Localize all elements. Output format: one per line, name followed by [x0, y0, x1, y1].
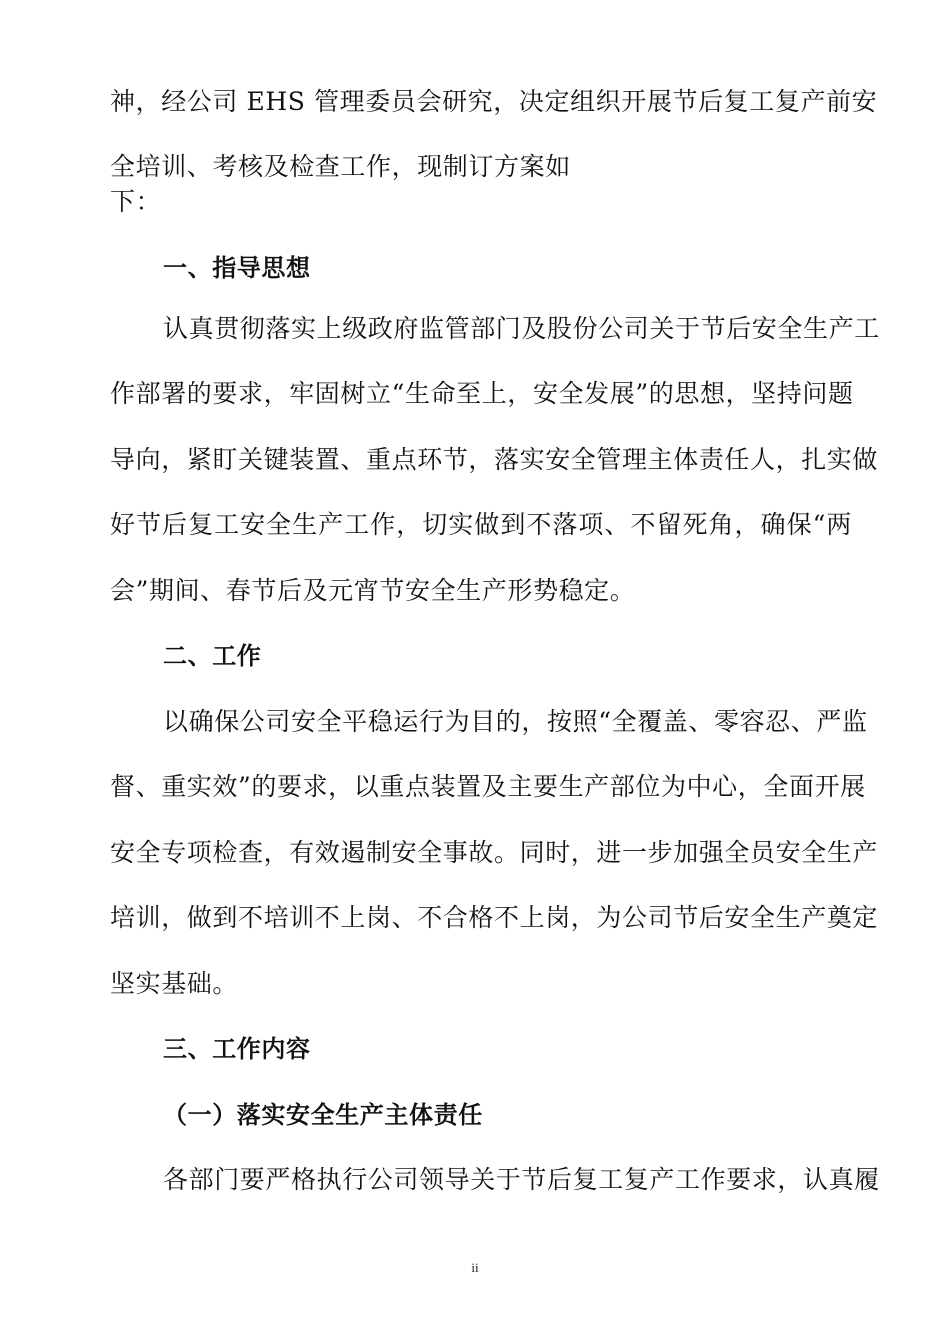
intro-line-1: 神，经公司 EHS 管理委员会研究，决定组织开展节后复工复产前安: [110, 87, 878, 116]
section-heading-work-content: 三、工作内容: [163, 1035, 311, 1063]
section-heading-work: 二、工作: [163, 642, 262, 670]
paragraph-line: 督、重实效”的要求，以重点装置及主要生产部位为中心，全面开展: [110, 772, 866, 801]
paragraph-line: 以确保公司安全平稳运行为目的，按照“全覆盖、零容忍、严监: [163, 707, 868, 736]
intro-line-3: 下：: [110, 187, 162, 216]
paragraph-line: 培训，做到不培训不上岗、不合格不上岗，为公司节后安全生产奠定: [110, 903, 879, 932]
paragraph-line: 作部署的要求，牢固树立“生命至上，安全发展”的思想，坚持问题: [110, 379, 854, 408]
paragraph-line: 各部门要严格执行公司领导关于节后复工复产工作要求，认真履: [163, 1165, 880, 1194]
paragraph-line: 好节后复工安全生产工作，切实做到不落项、不留死角，确保“两: [110, 510, 852, 539]
paragraph-line: 会”期间、春节后及元宵节安全生产形势稳定。: [110, 576, 636, 605]
page-number: ii: [471, 1260, 479, 1275]
paragraph-line: 认真贯彻落实上级政府监管部门及股份公司关于节后安全生产工: [163, 314, 880, 343]
intro-line-2: 全培训、考核及检查工作，现制订方案如: [110, 152, 571, 181]
section-heading-guiding-thought: 一、指导思想: [163, 254, 311, 282]
paragraph-line: 安全专项检查，有效遏制安全事故。同时，进一步加强全员安全生产: [110, 838, 879, 867]
subsection-heading-safety-responsibility: （一）落实安全生产主体责任: [163, 1101, 483, 1129]
paragraph-line: 导向，紧盯关键装置、重点环节，落实安全管理主体责任人，扎实做: [110, 445, 879, 474]
paragraph-line: 坚实基础。: [110, 969, 239, 998]
